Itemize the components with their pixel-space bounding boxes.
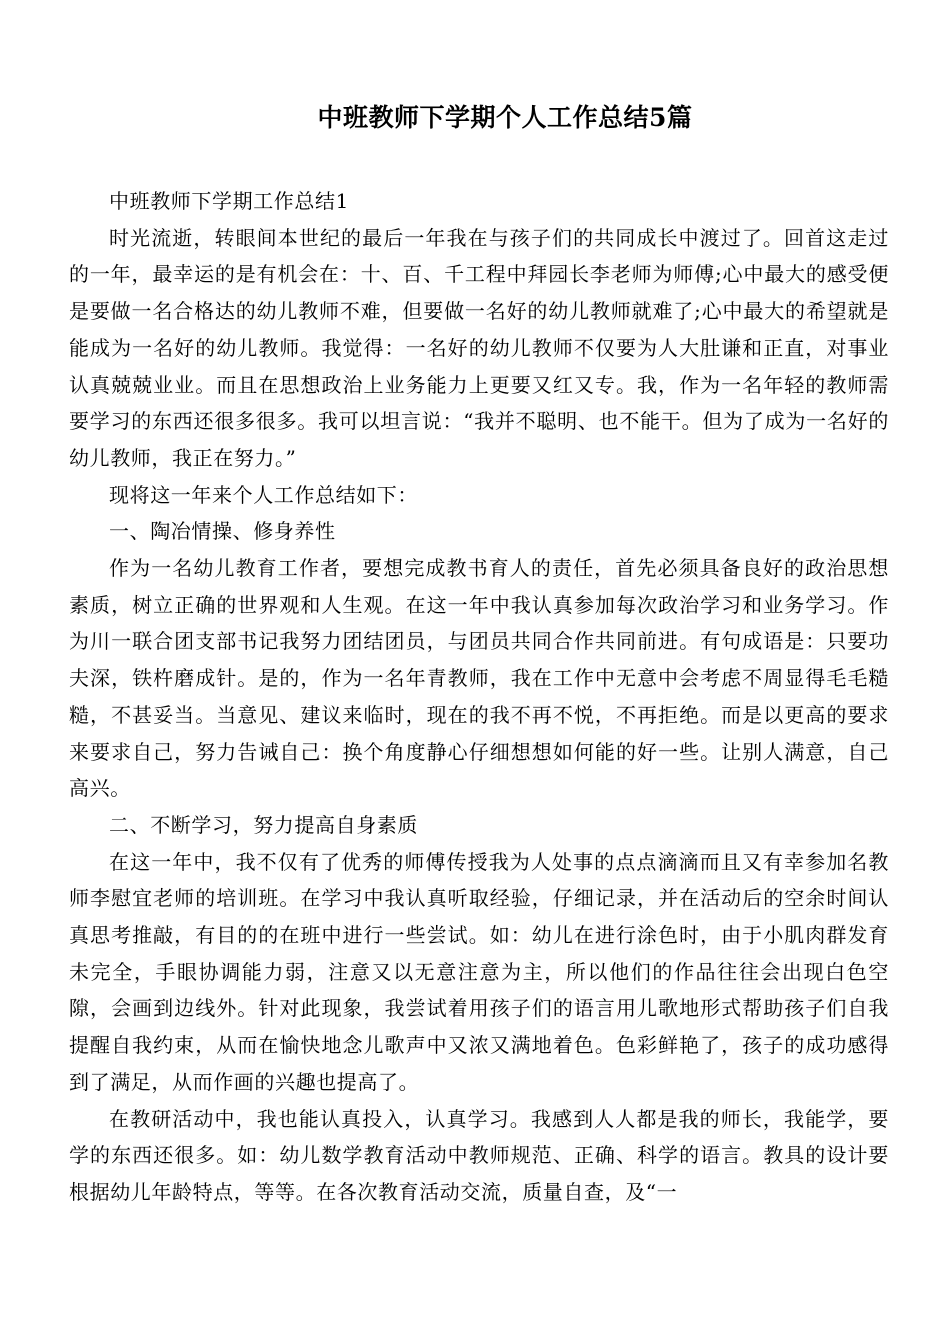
body-paragraph: 作为一名幼儿教育工作者，要想完成教书育人的责任，首先必须具备良好的政治思想素质，树立正确的世界观和人生观。在这一年中我认真参加每次政治学习和业务学习。作为川一联合团支部书记我努力团结团员，与团员共同合作共同前进。有句成语是：只要功夫深，铁杵磨成针。是的，作为一名年青教师，我在工作中无意中会考虑不周显得毛毛糙糙，不甚妥当。当意见、建议来临时，现在的我不再不悦，不再拒绝。而是以更高的要求来要求自己，努力告诫自己：换个角度静心仔细想想如何能的好一些。让别人满意，自己高兴。 xyxy=(69,556,889,801)
section-heading-summary-1: 中班教师下学期工作总结1 xyxy=(109,189,349,213)
body-paragraph: 在这一年中，我不仅有了优秀的师傅传授我为人处事的点点滴滴而且又有幸参加名教师李慰宜老师的培训班。在学习中我认真听取经验，仔细记录，并在活动后的空余时间认真思考推敲，有目的的在班中进行一些尝试。如：幼儿在进行涂色时，由于小肌肉群发育未完全，手眼协调能力弱，注意又以无意注意为主，所以他们的作品往往会出现白色空隙，会画到边线外。针对此现象，我尝试着用孩子们的语言用儿歌地形式帮助孩子们自我提醒自我约束，从而在愉快地念儿歌声中又浓又满地着色。色彩鲜艳了，孩子的成功感得到了满足，从而作画的兴趣也提高了。 xyxy=(69,849,889,1094)
body-paragraph: 时光流逝，转眼间本世纪的最后一年我在与孩子们的共同成长中渡过了。回首这走过的一年，最幸运的是有机会在：十、百、千工程中拜园长李老师为师傅;心中最大的感受便是要做一名合格达的幼儿教师不难，但要做一名好的幼儿教师就难了;心中最大的希望就是能成为一名好的幼儿教师。我觉得：一名好的幼儿教师不仅要为人大肚谦和正直，对事业认真兢兢业业。而且在思想政治上业务能力上更要又红又专。我，作为一名年轻的教师需要学习的东西还很多很多。我可以坦言说：“我并不聪明、也不能干。但为了成为一名好的幼儿教师，我正在努力。” xyxy=(69,225,889,470)
body-paragraph: 在教研活动中，我也能认真投入，认真学习。我感到人人都是我的师长，我能学，要学的东西还很多。如：幼儿数学教育活动中教师规范、正确、科学的语言。教具的设计要根据幼儿年龄特点，等等。在各次教育活动交流，质量自查，及“一 xyxy=(69,1106,889,1204)
section-heading: 一、陶冶情操、修身养性 xyxy=(109,519,336,544)
section-heading: 二、不断学习，努力提高自身素质 xyxy=(109,812,418,837)
body-paragraph: 现将这一年来个人工作总结如下： xyxy=(109,482,418,507)
document-body xyxy=(69,183,889,1211)
document-title: 中班教师下学期个人工作总结5篇 xyxy=(317,103,693,132)
